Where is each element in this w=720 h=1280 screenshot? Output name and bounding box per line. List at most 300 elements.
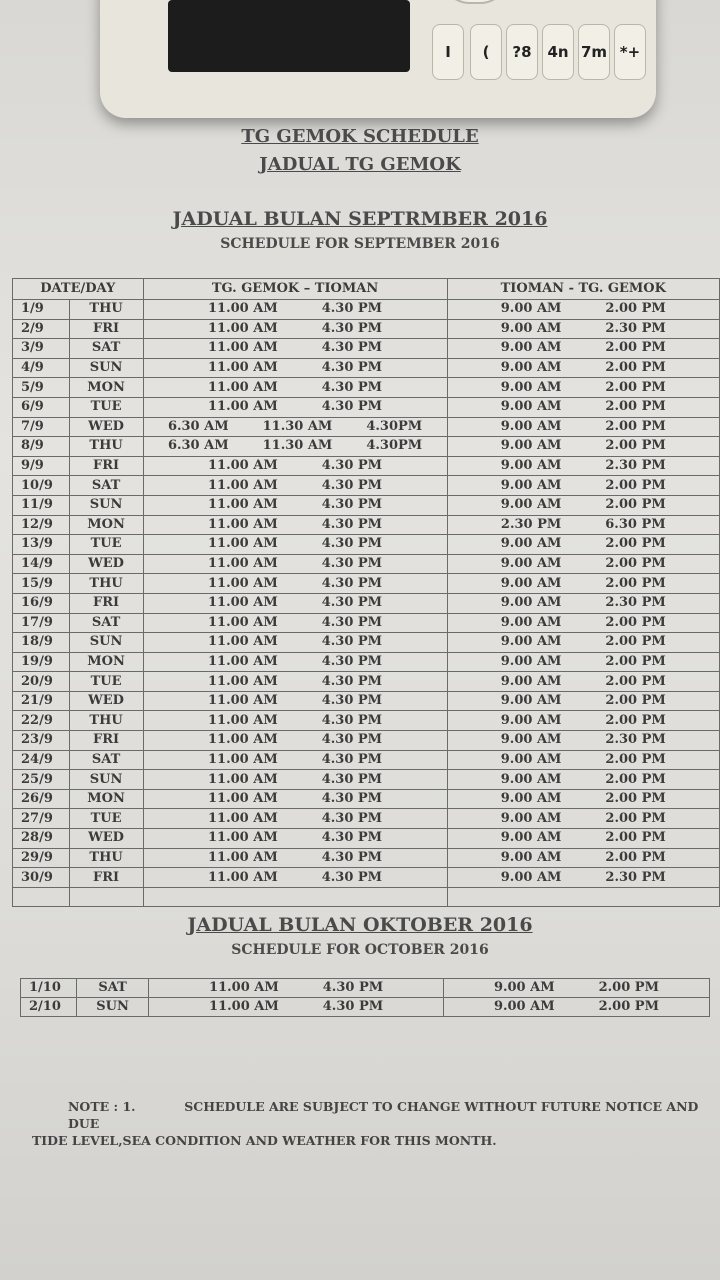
departure-time: 9.00 AM: [500, 830, 562, 846]
day-cell: SAT: [69, 750, 143, 770]
return-times-cell: [447, 652, 719, 672]
departure-time: 4.30 PM: [321, 458, 383, 474]
table-row: [13, 515, 720, 535]
outbound-times-cell: [143, 691, 447, 711]
outbound-times-cell: [143, 574, 447, 594]
date-cell: 5/9: [13, 378, 70, 398]
date-cell: 23/9: [13, 731, 70, 751]
outbound-times-cell: [143, 300, 447, 320]
departure-time: 2.30 PM: [605, 595, 666, 611]
note-line-1: SCHEDULE ARE SUBJECT TO CHANGE WITHOUT FUTURE NOTICE AND DUE: [68, 1099, 699, 1131]
table-row: [13, 691, 720, 711]
day-cell: SAT: [69, 339, 143, 359]
departure-time: 9.00 AM: [500, 556, 562, 572]
departure-time: 11.00 AM: [208, 712, 278, 728]
departure-time: 2.00 PM: [605, 497, 666, 513]
phone-key: *+: [614, 24, 646, 80]
departure-time: 2.00 PM: [605, 301, 666, 317]
day-cell: SUN: [69, 495, 143, 515]
departure-time: 4.30 PM: [321, 497, 383, 513]
date-cell: 18/9: [13, 633, 70, 653]
departure-time: 2.00 PM: [605, 810, 666, 826]
departure-time: 2.00 PM: [605, 653, 666, 669]
empty-cell: [447, 887, 719, 907]
outbound-times-cell: [143, 593, 447, 613]
departure-time: 11.00 AM: [208, 771, 278, 787]
departure-time: 11.00 AM: [208, 810, 278, 826]
date-cell: 2/9: [13, 319, 70, 339]
departure-time: 4.30 PM: [321, 575, 383, 591]
departure-time: 11.00 AM: [208, 791, 278, 807]
day-cell: SAT: [69, 613, 143, 633]
departure-time: 4.30 PM: [321, 536, 383, 552]
departure-time: 11.00 AM: [208, 458, 278, 474]
day-cell: TUE: [69, 397, 143, 417]
date-cell: 15/9: [13, 574, 70, 594]
departure-time: 2.00 PM: [605, 340, 666, 356]
departure-time: 9.00 AM: [500, 810, 562, 826]
return-times-cell: [447, 593, 719, 613]
outbound-times-cell: [143, 711, 447, 731]
date-cell: 4/9: [13, 358, 70, 378]
departure-time: 2.00 PM: [605, 418, 666, 434]
table-row: [13, 731, 720, 751]
return-times-cell: [447, 554, 719, 574]
table-row: [13, 495, 720, 515]
departure-time: 11.00 AM: [208, 301, 278, 317]
return-times-cell: [447, 535, 719, 555]
day-cell: FRI: [69, 319, 143, 339]
departure-time: 11.00 AM: [208, 497, 278, 513]
departure-time: 2.30 PM: [500, 516, 562, 532]
return-times-cell: [447, 358, 719, 378]
departure-time: 11.00 AM: [208, 673, 278, 689]
departure-time: 9.00 AM: [500, 712, 562, 728]
departure-time: 4.30 PM: [321, 595, 383, 611]
departure-time: 9.00 AM: [500, 301, 562, 317]
departure-time: 4.30 PM: [321, 614, 383, 630]
departure-time: 4.30 PM: [321, 791, 383, 807]
phone-nav-ring: [440, 0, 510, 4]
departure-time: 11.00 AM: [208, 830, 278, 846]
day-cell: WED: [69, 691, 143, 711]
return-times-cell: [447, 731, 719, 751]
departure-time: 4.30 PM: [321, 477, 383, 493]
outbound-times-cell: [143, 495, 447, 515]
departure-time: 4.30 PM: [321, 810, 383, 826]
return-times-cell: [447, 574, 719, 594]
departure-time: 9.00 AM: [500, 379, 562, 395]
date-cell: 27/9: [13, 809, 70, 829]
departure-time: 9.00 AM: [500, 477, 562, 493]
table-row: [13, 652, 720, 672]
day-cell: MON: [69, 515, 143, 535]
note-line-2: TIDE LEVEL,SEA CONDITION AND WEATHER FOR THIS MONTH.: [32, 1133, 497, 1148]
departure-time: 9.00 AM: [500, 320, 562, 336]
table-row: [13, 437, 720, 457]
table-row: [13, 358, 720, 378]
table-row: [13, 672, 720, 692]
departure-time: 9.00 AM: [500, 732, 562, 748]
departure-time: 11.00 AM: [208, 516, 278, 532]
september-schedule-table: [12, 278, 720, 907]
departure-time: 11.00 AM: [208, 575, 278, 591]
departure-time: 9.00 AM: [500, 458, 562, 474]
departure-time: 4.30 PM: [321, 379, 383, 395]
day-cell: THU: [69, 574, 143, 594]
outbound-times-cell: [143, 378, 447, 398]
departure-time: 4.30 PM: [321, 653, 383, 669]
october-heading-english: SCHEDULE FOR OCTOBER 2016: [231, 942, 489, 958]
departure-time: 9.00 AM: [500, 869, 562, 885]
title-line-2: JADUAL TG GEMOK: [259, 154, 461, 175]
departure-time: 11.00 AM: [208, 751, 278, 767]
departure-time: 9.00 AM: [500, 751, 562, 767]
departure-time: 11.00 AM: [208, 379, 278, 395]
departure-time: 2.00 PM: [605, 830, 666, 846]
september-heading-malay: JADUAL BULAN SEPTRMBER 2016: [172, 208, 548, 230]
departure-time: 6.30 AM: [167, 438, 229, 454]
departure-time: 2.00 PM: [605, 771, 666, 787]
return-times-cell: [447, 378, 719, 398]
table-row: [13, 848, 720, 868]
departure-time: 4.30 PM: [322, 980, 384, 995]
phone-key: 7m: [578, 24, 610, 80]
table-row: [13, 711, 720, 731]
departure-time: 2.00 PM: [605, 399, 666, 415]
departure-time: 11.00 AM: [208, 849, 278, 865]
table-row: [13, 613, 720, 633]
outbound-times-cell: [143, 672, 447, 692]
departure-time: 9.00 AM: [500, 849, 562, 865]
date-cell: 8/9: [13, 437, 70, 457]
october-heading-malay: JADUAL BULAN OKTOBER 2016: [187, 914, 533, 936]
departure-time: 11.00 AM: [208, 340, 278, 356]
departure-time: 4.30PM: [366, 418, 423, 434]
day-cell: FRI: [69, 868, 143, 888]
day-cell: MON: [69, 378, 143, 398]
departure-time: 11.00 AM: [208, 536, 278, 552]
outbound-times-cell: [143, 829, 447, 849]
outbound-times-cell: [143, 319, 447, 339]
outbound-times-cell: [143, 417, 447, 437]
outbound-times-cell: [143, 652, 447, 672]
departure-time: 11.00 AM: [208, 360, 278, 376]
return-times-cell: [447, 691, 719, 711]
column-header-date-day: DATE/DAY: [13, 279, 144, 300]
departure-time: 11.00 AM: [208, 869, 278, 885]
return-times-cell: [447, 711, 719, 731]
departure-time: 9.00 AM: [500, 438, 562, 454]
day-cell: TUE: [69, 809, 143, 829]
departure-time: 11.00 AM: [208, 320, 278, 336]
return-times-cell: [443, 998, 709, 1017]
phone-device: [100, 0, 656, 118]
return-times-cell: [447, 750, 719, 770]
day-cell: SUN: [76, 998, 148, 1017]
departure-time: 9.00 AM: [500, 418, 562, 434]
departure-time: 11.00 AM: [209, 999, 279, 1014]
date-cell: 21/9: [13, 691, 70, 711]
return-times-cell: [447, 789, 719, 809]
outbound-times-cell: [143, 476, 447, 496]
date-cell: 7/9: [13, 417, 70, 437]
departure-time: 2.00 PM: [605, 536, 666, 552]
return-times-cell: [443, 979, 709, 998]
departure-time: 2.00 PM: [605, 575, 666, 591]
return-times-cell: [447, 456, 719, 476]
departure-time: 2.30 PM: [605, 320, 666, 336]
day-cell: FRI: [69, 456, 143, 476]
outbound-times-cell: [143, 554, 447, 574]
departure-time: 4.30 PM: [321, 634, 383, 650]
table-row: [13, 397, 720, 417]
departure-time: 2.00 PM: [605, 556, 666, 572]
column-header-return: TIOMAN - TG. GEMOK: [447, 279, 719, 300]
day-cell: WED: [69, 554, 143, 574]
date-cell: 2/10: [21, 998, 77, 1017]
date-cell: 9/9: [13, 456, 70, 476]
empty-cell: [69, 887, 143, 907]
phone-screen: [168, 0, 410, 72]
departure-time: 9.00 AM: [500, 673, 562, 689]
outbound-times-cell: [143, 848, 447, 868]
table-row: [13, 456, 720, 476]
table-row: [13, 476, 720, 496]
return-times-cell: [447, 339, 719, 359]
table-row: [21, 979, 710, 998]
departure-time: 9.00 AM: [500, 536, 562, 552]
date-cell: 19/9: [13, 652, 70, 672]
day-cell: SAT: [69, 476, 143, 496]
departure-time: 4.30 PM: [321, 399, 383, 415]
departure-time: 11.00 AM: [209, 980, 279, 995]
departure-time: 11.00 AM: [208, 732, 278, 748]
departure-time: 2.00 PM: [605, 693, 666, 709]
outbound-times-cell: [143, 633, 447, 653]
day-cell: MON: [69, 652, 143, 672]
departure-time: 2.30 PM: [605, 732, 666, 748]
departure-time: 4.30 PM: [321, 673, 383, 689]
september-heading-english: SCHEDULE FOR SEPTEMBER 2016: [220, 236, 500, 252]
date-cell: 25/9: [13, 770, 70, 790]
note-label: NOTE : 1.: [68, 1099, 136, 1114]
date-cell: 1/9: [13, 300, 70, 320]
departure-time: 2.00 PM: [605, 791, 666, 807]
departure-time: 2.00 PM: [605, 634, 666, 650]
outbound-times-cell: [143, 868, 447, 888]
footnote: [32, 1098, 720, 1149]
outbound-times-cell: [149, 998, 444, 1017]
table-row: [13, 378, 720, 398]
october-schedule-table: [20, 978, 710, 1017]
empty-cell: [143, 887, 447, 907]
departure-time: 9.00 AM: [500, 399, 562, 415]
departure-time: 4.30PM: [366, 438, 423, 454]
empty-row: [13, 887, 720, 907]
date-cell: 13/9: [13, 535, 70, 555]
table-row: [13, 750, 720, 770]
departure-time: 11.00 AM: [208, 634, 278, 650]
phone-key: 4n: [542, 24, 574, 80]
table-row: [13, 339, 720, 359]
table-row: [13, 554, 720, 574]
day-cell: TUE: [69, 535, 143, 555]
table-row: [13, 417, 720, 437]
departure-time: 9.00 AM: [500, 634, 562, 650]
return-times-cell: [447, 829, 719, 849]
day-cell: THU: [69, 711, 143, 731]
return-times-cell: [447, 770, 719, 790]
table-row: [13, 829, 720, 849]
departure-time: 2.00 PM: [605, 379, 666, 395]
departure-time: 4.30 PM: [321, 732, 383, 748]
departure-time: 2.00 PM: [605, 712, 666, 728]
departure-time: 2.00 PM: [605, 438, 666, 454]
outbound-times-cell: [143, 770, 447, 790]
phone-key: (: [470, 24, 502, 80]
departure-time: 4.30 PM: [321, 830, 383, 846]
departure-time: 9.00 AM: [500, 340, 562, 356]
return-times-cell: [447, 476, 719, 496]
date-cell: 14/9: [13, 554, 70, 574]
departure-time: 4.30 PM: [321, 516, 383, 532]
return-times-cell: [447, 397, 719, 417]
day-cell: WED: [69, 829, 143, 849]
departure-time: 11.00 AM: [208, 556, 278, 572]
departure-time: 2.00 PM: [598, 980, 659, 995]
departure-time: 4.30 PM: [321, 301, 383, 317]
outbound-times-cell: [143, 358, 447, 378]
departure-time: 9.00 AM: [500, 360, 562, 376]
date-cell: 30/9: [13, 868, 70, 888]
return-times-cell: [447, 809, 719, 829]
return-times-cell: [447, 495, 719, 515]
date-cell: 12/9: [13, 515, 70, 535]
departure-time: 9.00 AM: [500, 614, 562, 630]
return-times-cell: [447, 672, 719, 692]
date-cell: 20/9: [13, 672, 70, 692]
day-cell: SUN: [69, 770, 143, 790]
outbound-times-cell: [143, 397, 447, 417]
day-cell: TUE: [69, 672, 143, 692]
departure-time: 9.00 AM: [493, 999, 555, 1014]
table-row: [13, 574, 720, 594]
departure-time: 11.00 AM: [208, 693, 278, 709]
return-times-cell: [447, 613, 719, 633]
departure-time: 4.30 PM: [321, 869, 383, 885]
departure-time: 4.30 PM: [321, 340, 383, 356]
day-cell: WED: [69, 417, 143, 437]
departure-time: 2.00 PM: [605, 614, 666, 630]
date-cell: 11/9: [13, 495, 70, 515]
outbound-times-cell: [143, 456, 447, 476]
title-line-1: TG GEMOK SCHEDULE: [241, 126, 479, 147]
return-times-cell: [447, 848, 719, 868]
departure-time: 4.30 PM: [321, 849, 383, 865]
departure-time: 11.00 AM: [208, 595, 278, 611]
outbound-times-cell: [143, 515, 447, 535]
departure-time: 2.00 PM: [598, 999, 659, 1014]
day-cell: SUN: [69, 633, 143, 653]
departure-time: 9.00 AM: [500, 771, 562, 787]
departure-time: 2.00 PM: [605, 477, 666, 493]
day-cell: THU: [69, 848, 143, 868]
outbound-times-cell: [143, 613, 447, 633]
table-row: [13, 770, 720, 790]
departure-time: 4.30 PM: [321, 771, 383, 787]
departure-time: 9.00 AM: [500, 791, 562, 807]
departure-time: 4.30 PM: [321, 693, 383, 709]
day-cell: FRI: [69, 731, 143, 751]
table-row: [21, 998, 710, 1017]
departure-time: 9.00 AM: [500, 575, 562, 591]
outbound-times-cell: [143, 437, 447, 457]
outbound-times-cell: [143, 750, 447, 770]
table-row: [13, 319, 720, 339]
table-row: [13, 789, 720, 809]
return-times-cell: [447, 515, 719, 535]
outbound-times-cell: [143, 789, 447, 809]
date-cell: 6/9: [13, 397, 70, 417]
outbound-times-cell: [143, 731, 447, 751]
table-row: [13, 593, 720, 613]
date-cell: 28/9: [13, 829, 70, 849]
date-cell: 3/9: [13, 339, 70, 359]
table-row: [13, 535, 720, 555]
outbound-times-cell: [143, 339, 447, 359]
day-cell: FRI: [69, 593, 143, 613]
date-cell: 22/9: [13, 711, 70, 731]
departure-time: 4.30 PM: [321, 360, 383, 376]
day-cell: THU: [69, 300, 143, 320]
return-times-cell: [447, 437, 719, 457]
return-times-cell: [447, 417, 719, 437]
table-header-row: [13, 279, 720, 300]
departure-time: 4.30 PM: [321, 320, 383, 336]
day-cell: THU: [69, 437, 143, 457]
empty-cell: [13, 887, 70, 907]
departure-time: 9.00 AM: [500, 595, 562, 611]
departure-time: 11.30 AM: [262, 418, 333, 434]
departure-time: 2.00 PM: [605, 751, 666, 767]
date-cell: 26/9: [13, 789, 70, 809]
departure-time: 9.00 AM: [500, 653, 562, 669]
departure-time: 2.00 PM: [605, 673, 666, 689]
departure-time: 11.00 AM: [208, 399, 278, 415]
departure-time: 11.00 AM: [208, 477, 278, 493]
departure-time: 2.30 PM: [605, 458, 666, 474]
day-cell: MON: [69, 789, 143, 809]
date-cell: 17/9: [13, 613, 70, 633]
table-row: [13, 868, 720, 888]
departure-time: 9.00 AM: [493, 980, 555, 995]
departure-time: 4.30 PM: [321, 751, 383, 767]
date-cell: 24/9: [13, 750, 70, 770]
outbound-times-cell: [143, 809, 447, 829]
date-cell: 16/9: [13, 593, 70, 613]
departure-time: 9.00 AM: [500, 497, 562, 513]
phone-key: I: [432, 24, 464, 80]
outbound-times-cell: [149, 979, 444, 998]
departure-time: 6.30 AM: [167, 418, 229, 434]
day-cell: SAT: [76, 979, 148, 998]
return-times-cell: [447, 633, 719, 653]
date-cell: 10/9: [13, 476, 70, 496]
outbound-times-cell: [143, 535, 447, 555]
departure-time: 11.30 AM: [262, 438, 333, 454]
date-cell: 29/9: [13, 848, 70, 868]
